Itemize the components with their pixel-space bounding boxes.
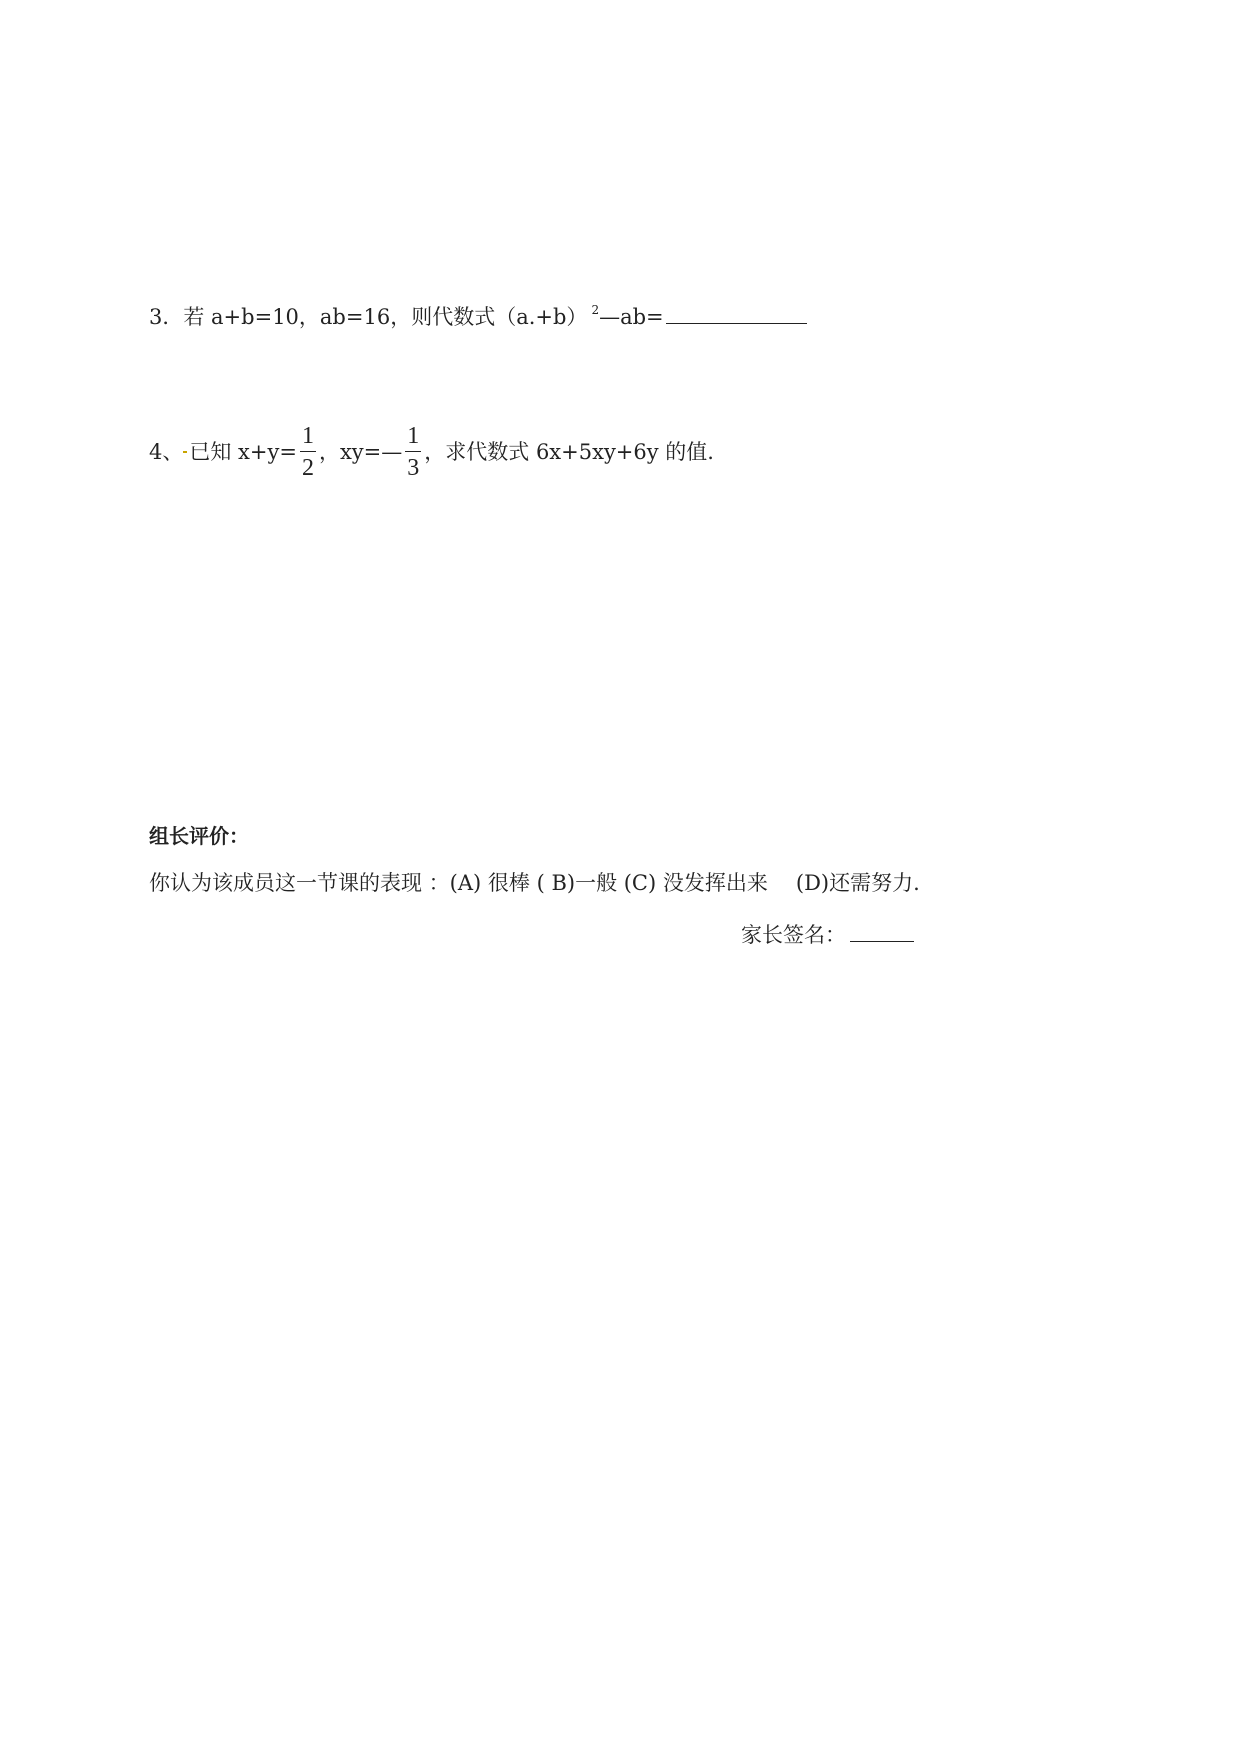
edit-mark bbox=[183, 451, 187, 453]
fraction-1-denominator: 2 bbox=[301, 455, 314, 481]
parent-signature bbox=[741, 925, 914, 946]
fraction-one-third bbox=[405, 424, 421, 480]
evaluation-question bbox=[149, 873, 920, 894]
parent-signature-label: 家长签名： bbox=[741, 923, 846, 947]
exponent: 2 bbox=[591, 303, 600, 317]
fraction-one-half bbox=[300, 424, 316, 480]
question-4-text-3: ，求代数式 6x+5xy+6y 的值. bbox=[424, 439, 714, 464]
fraction-2-denominator: 3 bbox=[407, 455, 420, 481]
question-3-prefix: 3．若 a+b=10，ab=16，则代数式（a.+b） bbox=[149, 305, 588, 329]
fraction-1-numerator: 1 bbox=[300, 424, 316, 452]
answer-blank bbox=[666, 322, 807, 324]
evaluation-options: 你认为该成员这一节课的表现 ：(A) 很棒 ( B)一般 (C) 没发挥出来 bbox=[149, 871, 768, 895]
question-3 bbox=[149, 304, 807, 328]
signature-blank bbox=[850, 940, 914, 942]
evaluation-title: 组长评价： bbox=[149, 824, 249, 848]
question-4-text-2: ，xy= bbox=[318, 439, 382, 464]
negative-sign: — bbox=[381, 439, 403, 464]
evaluation-option-d: (D)还需努力. bbox=[795, 871, 920, 895]
fraction-2-numerator: 1 bbox=[405, 424, 421, 452]
question-4-text-1: 已知 x+y= bbox=[189, 439, 297, 464]
question-4 bbox=[149, 422, 714, 482]
question-4-number: 4、 bbox=[149, 439, 184, 464]
question-3-suffix: —ab= bbox=[599, 305, 664, 329]
